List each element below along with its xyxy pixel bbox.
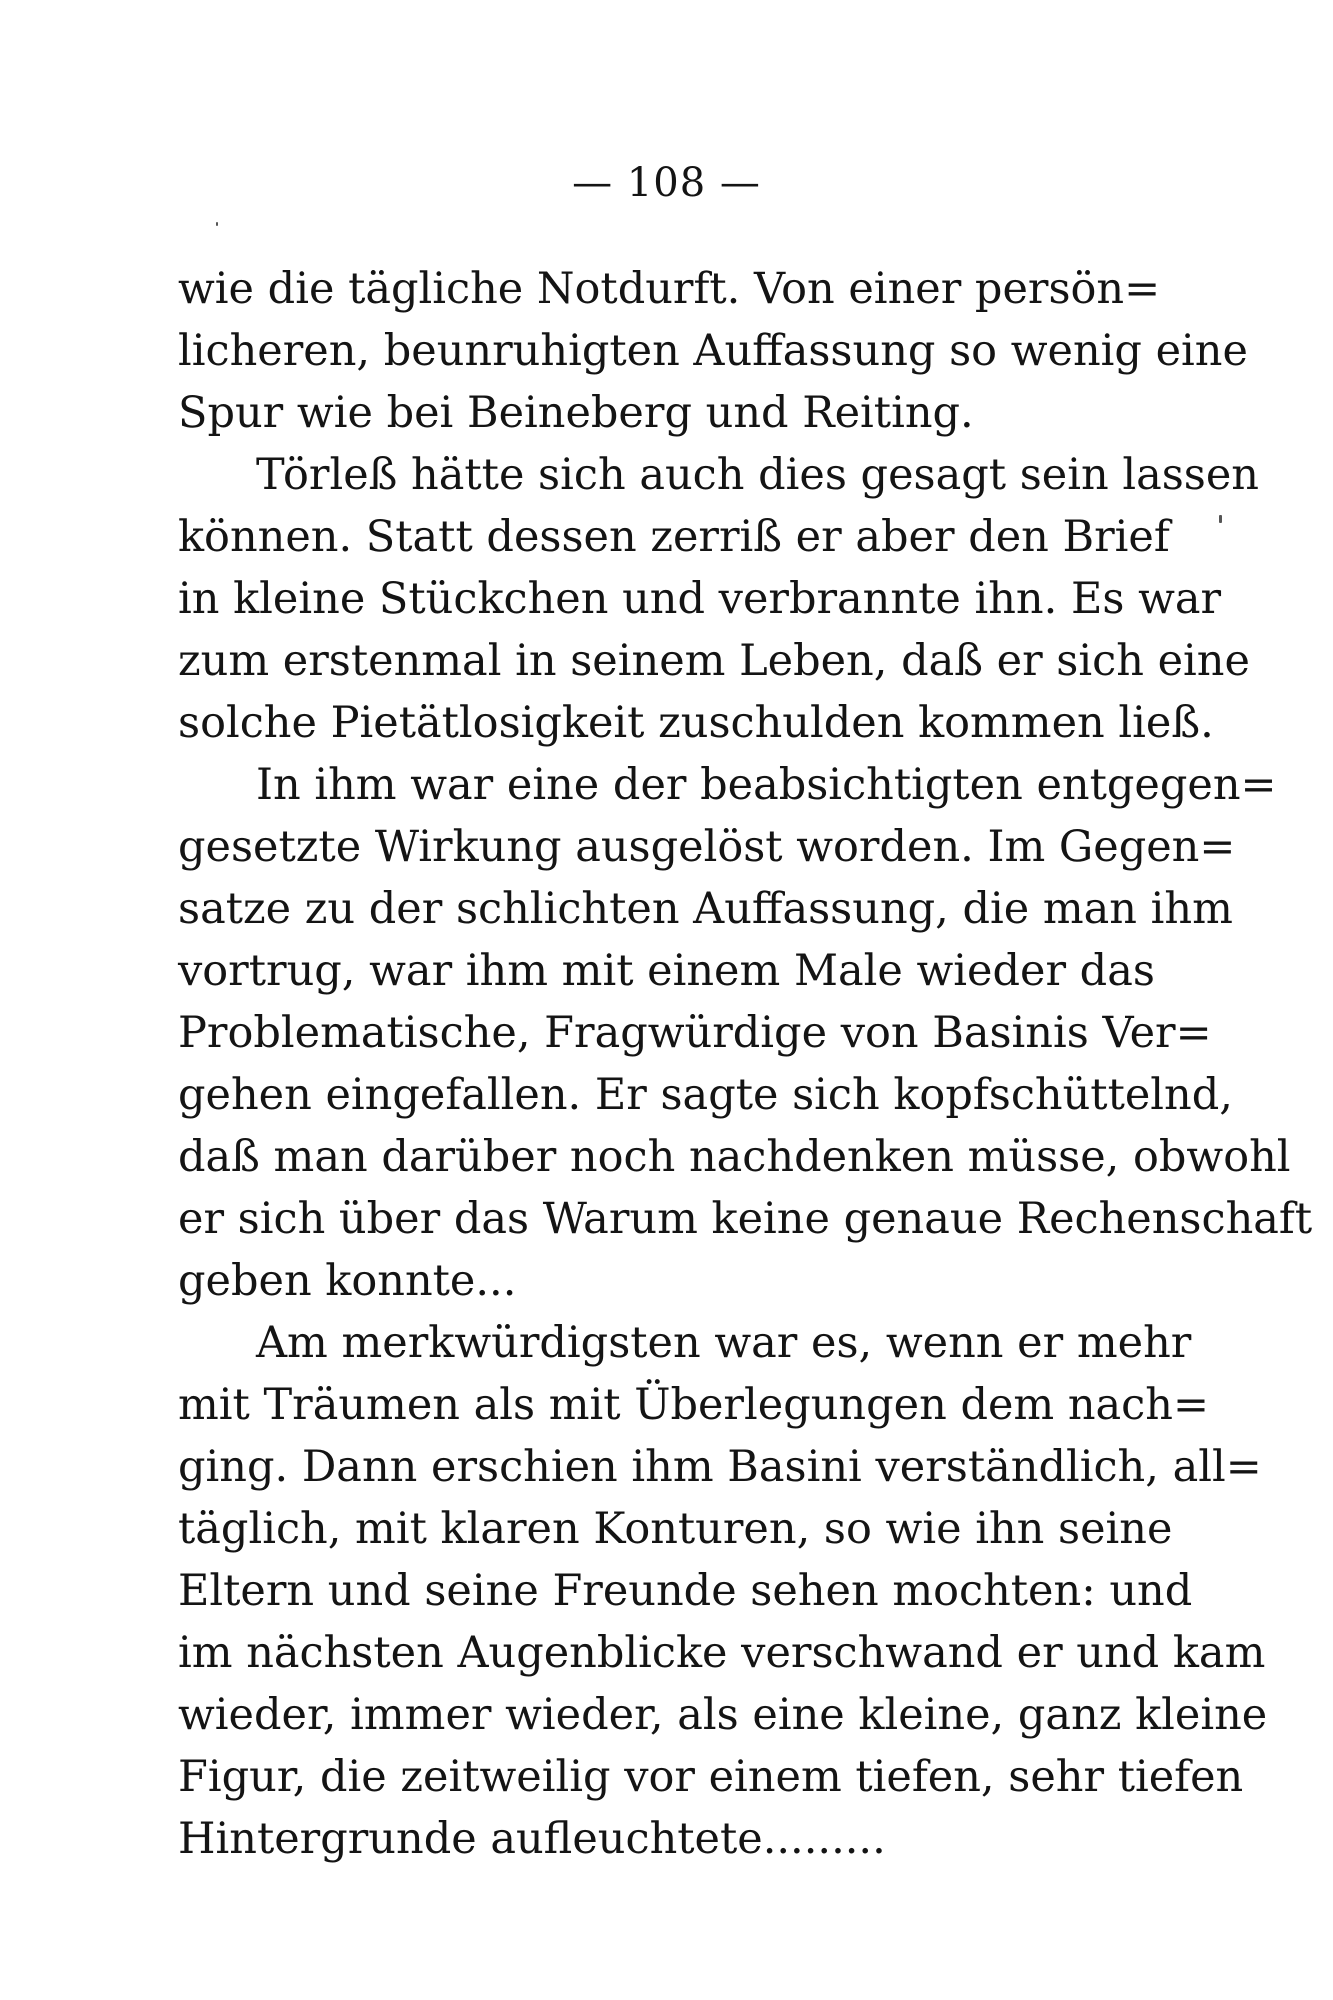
print-speck <box>1219 515 1222 523</box>
text-line: Törleß hätte sich auch dies gesagt sein lassen <box>256 450 1260 500</box>
body-text <box>178 258 1313 1870</box>
text-line: Figur, die zeitweilig vor einem tiefen, sehr tiefen <box>178 1752 1244 1802</box>
text-line: zum erstenmal in seinem Leben, daß er sich eine <box>178 636 1250 686</box>
text-line: Hintergrunde aufleuchtete......... <box>178 1814 886 1864</box>
text-line: in kleine Stückchen und verbrannte ihn. Es war <box>178 574 1222 624</box>
text-line: mit Träumen als mit Überlegungen dem nach= <box>178 1380 1209 1430</box>
text-line: satze zu der schlichten Auffassung, die man ihm <box>178 884 1233 934</box>
text-line: können. Statt dessen zerriß er aber den Brief <box>178 512 1170 562</box>
print-speck <box>216 222 218 226</box>
text-line: täglich, mit klaren Konturen, so wie ihn seine <box>178 1504 1173 1554</box>
text-line: ging. Dann erschien ihm Basini verständlich, all= <box>178 1442 1262 1492</box>
text-line: licheren, beunruhigten Auffassung so wenig eine <box>178 326 1248 376</box>
page-number: — 108 — <box>572 160 761 206</box>
text-line: gehen eingefallen. Er sagte sich kopfschüttelnd, <box>178 1070 1233 1120</box>
text-line: geben konnte... <box>178 1256 517 1306</box>
text-line: wie die tägliche Notdurft. Von einer persön= <box>178 264 1161 314</box>
text-line: solche Pietätlosigkeit zuschulden kommen ließ. <box>178 698 1214 748</box>
text-line: Eltern und seine Freunde sehen mochten: und <box>178 1566 1193 1616</box>
text-line: er sich über das Warum keine genaue Rechenschaft <box>178 1194 1313 1244</box>
text-line: Problematische, Fragwürdige von Basinis Ver= <box>178 1008 1212 1058</box>
text-line: im nächsten Augenblicke verschwand er und kam <box>178 1628 1266 1678</box>
text-line: Spur wie bei Beineberg und Reiting. <box>178 388 974 438</box>
text-line: In ihm war eine der beabsichtigten entgegen= <box>256 760 1277 810</box>
text-line: gesetzte Wirkung ausgelöst worden. Im Gegen= <box>178 822 1236 872</box>
text-line: wieder, immer wieder, als eine kleine, ganz kleine <box>178 1690 1268 1740</box>
text-line: Am merkwürdigsten war es, wenn er mehr <box>256 1318 1192 1368</box>
text-line: vortrug, war ihm mit einem Male wieder das <box>178 946 1155 996</box>
text-line: daß man darüber noch nachdenken müsse, obwohl <box>178 1132 1291 1182</box>
